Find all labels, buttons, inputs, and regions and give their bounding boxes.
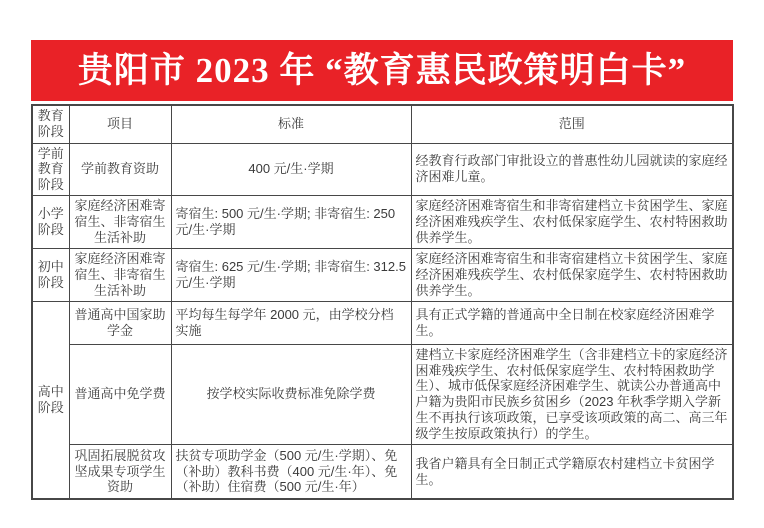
table-row-middle	[32, 249, 733, 302]
cell-item: 普通高中国家助学金	[69, 301, 171, 344]
cell-scope: 家庭经济困难寄宿生和非寄宿建档立卡贫困学生、家庭经济困难残疾学生、农村低保家庭学生、农村特困救助供养学生。	[411, 196, 733, 249]
cell-item: 学前教育资助	[69, 143, 171, 196]
table-row-highschool-tuition-free	[32, 344, 733, 444]
column-header-scope: 范围	[411, 105, 733, 143]
cell-stage-middle: 初中阶段	[32, 249, 69, 302]
table-row-primary	[32, 196, 733, 249]
cell-scope: 家庭经济困难寄宿生和非寄宿建档立卡贫困学生、家庭经济困难残疾学生、农村低保家庭学生、农村特困救助供养学生。	[411, 249, 733, 302]
cell-standard: 400 元/生·学期	[171, 143, 411, 196]
cell-standard: 按学校实际收费标准免除学费	[171, 344, 411, 444]
cell-scope: 我省户籍具有全日制正式学籍原农村建档立卡贫困学生。	[411, 444, 733, 499]
cell-standard: 寄宿生: 500 元/生·学期; 非寄宿生: 250 元/生·学期	[171, 196, 411, 249]
cell-standard: 扶贫专项助学金（500 元/生·学期）、免（补助）教科书费（400 元/生·年）、免（补助）住宿费（500 元/生·年）	[171, 444, 411, 499]
cell-scope: 具有正式学籍的普通高中全日制在校家庭经济困难学生。	[411, 301, 733, 344]
title-banner	[31, 40, 733, 101]
cell-item: 普通高中免学费	[69, 344, 171, 444]
column-header-standard: 标准	[171, 105, 411, 143]
cell-item: 家庭经济困难寄宿生、非寄宿生生活补助	[69, 249, 171, 302]
column-header-stage: 教育阶段	[32, 105, 69, 143]
cell-stage-highschool: 高中阶段	[32, 301, 69, 499]
cell-scope: 建档立卡家庭经济困难学生（含非建档立卡的家庭经济困难残疾学生、农村低保家庭学生、农村特困救助学生）、城市低保家庭经济困难学生、就读公办普通高中户籍为贵阳市民族乡贫困乡（2023 年秋季学期入学新生不再执行该项政策，已享受该项政策的高二、高三年级学生按原政策执行）的学生。	[411, 344, 733, 444]
table-row-preschool	[32, 143, 733, 196]
cell-standard: 寄宿生: 625 元/生·学期; 非寄宿生: 312.5 元/生·学期	[171, 249, 411, 302]
cell-item: 巩固拓展脱贫攻坚成果专项学生资助	[69, 444, 171, 499]
cell-stage-primary: 小学阶段	[32, 196, 69, 249]
cell-stage-preschool: 学前教育阶段	[32, 143, 69, 196]
cell-scope: 经教育行政部门审批设立的普惠性幼儿园就读的家庭经济困难儿童。	[411, 143, 733, 196]
column-header-item: 项目	[69, 105, 171, 143]
table-row-highschool-grant	[32, 301, 733, 344]
cell-standard: 平均每生每学年 2000 元，由学校分档实施	[171, 301, 411, 344]
page-title: 贵阳市 2023 年 “教育惠民政策明白卡”	[77, 51, 687, 90]
header-row	[32, 105, 733, 143]
table-row-highschool-poverty-aid	[32, 444, 733, 499]
cell-item: 家庭经济困难寄宿生、非寄宿生生活补助	[69, 196, 171, 249]
policy-table	[31, 104, 734, 500]
